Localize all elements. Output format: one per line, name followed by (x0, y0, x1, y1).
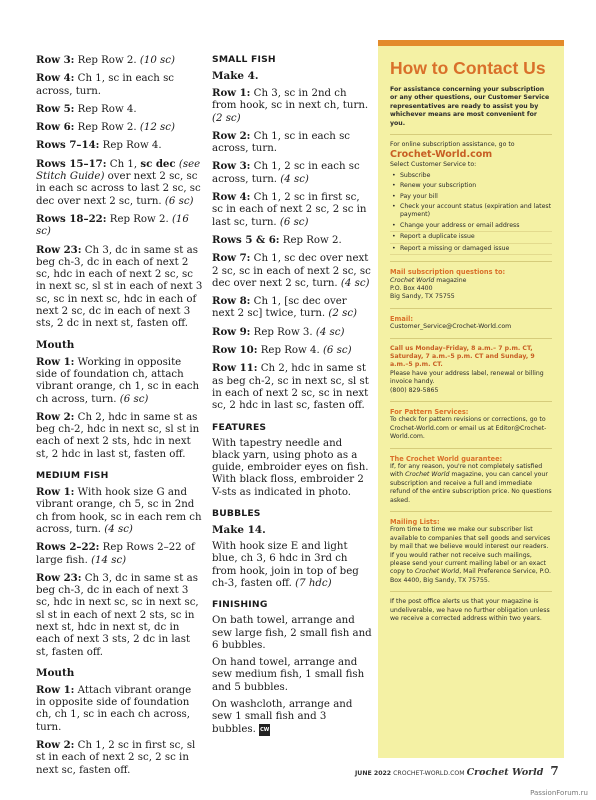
mail-heading: Mail subscription questions to: (390, 268, 506, 277)
footer-site: CROCHET-WORLD.COM (393, 770, 465, 777)
guarantee-text: If, for any reason, you're not completely satisfied with Crochet World magazine, you can cancel your subscription and receive a full and immediate refund of the entire subscription price. No questions asked. (390, 463, 552, 504)
phone-number: (800) 829-5865 (390, 386, 439, 394)
contact-sidebar (378, 40, 564, 758)
mouth-subheading: Mouth (36, 666, 75, 679)
finishing-text: On washcloth, arrange and sew 1 small fish and 3 bubbles. CW (212, 698, 353, 735)
watermark: PassionForum.ru (530, 789, 588, 797)
instruction-row: Row 3: Rep Row 2. (10 sc) (36, 54, 175, 66)
finishing-heading: FINISHING (212, 599, 268, 611)
divider (390, 401, 552, 402)
divider (390, 591, 552, 592)
mouth-subheading: Mouth (36, 338, 75, 351)
guarantee-heading: The Crochet World guarantee: (390, 454, 503, 463)
instruction-row: Row 4: Ch 1, 2 sc in first sc, sc in each of next 2 sc, 2 sc in last sc, turn. (6 sc) (212, 191, 367, 228)
make-count: Make 14. (212, 524, 266, 537)
service-list (390, 171, 552, 255)
pattern-services-text: To check for pattern revisions or corrections, go to Crochet-World.com or email us at Editor@Crochet-World.com. (390, 416, 547, 441)
features-text: With tapestry needle and black yarn, using photo as a guide, embroider eyes on fish. With black floss, embroider 2 V-sts as indicated in photo. (212, 437, 369, 498)
instruction-row: Row 1: Ch 3, sc in 2nd ch from hook, sc in next ch, turn. (2 sc) (212, 87, 369, 124)
mail-address: Crochet World magazine P.O. Box 4400 Big Sandy, TX 75755 (390, 276, 467, 301)
issue-date: JUNE 2022 (355, 770, 392, 777)
divider (390, 134, 552, 135)
make-count: Make 4. (212, 70, 259, 82)
pattern-column-left (36, 54, 204, 782)
instruction-row: Row 2: Ch 1, 2 sc in first sc, sl st in each of next 2 sc, 2 sc in next sc, fasten off. (36, 739, 196, 776)
instruction-row: Row 11: Ch 2, hdc in same st as beg ch-2, sc in next sc, sl st in each of next 2 sc, sc in next sc, 2 hdc in last sc, fasten off. (212, 362, 369, 412)
instruction-row: Row 1: Attach vibrant orange in opposite side of foundation ch, ch 1, sc in each ch across, turn. (36, 683, 192, 733)
divider (390, 448, 552, 449)
finishing-text: On hand towel, arrange and sew medium fish, 1 small fish and 5 bubbles. (212, 657, 365, 693)
instruction-row: Row 4: Ch 1, sc in each sc across, turn. (36, 72, 174, 97)
instruction-row: Row 2: Ch 1, sc in each sc across, turn. (212, 129, 350, 155)
instruction-row: Row 9: Rep Row 3. (4 sc) (212, 325, 345, 338)
sidebar-intro: For assistance concerning your subscription or any other questions, our Customer Service representatives are ready to assist you by whichever means are most convenient for you. (390, 86, 550, 127)
online-text: For online subscription assistance, go to (390, 141, 515, 149)
instruction-row: Row 2: Ch 2, hdc in same st as beg ch-2, hdc in next sc, sl st in each of next 2 sts, hdc in next st, 2 hdc in last st, fasten off. (36, 410, 200, 460)
features-heading: FEATURES (212, 421, 267, 433)
list-item: • Report a missing or damaged issue (390, 244, 552, 255)
instruction-row: Row 23: Ch 3, dc in same st as beg ch-3, dc in each of next 2 sc, hdc in each of next 2 sc, sc in next sc, sl st in each of next 3 sc, sc in next sc, hdc in each of next 2 sc, dc in each of next 3 sts, 2 dc in next st, fasten off. (36, 243, 203, 330)
instruction-row: Rows 2–22: Rep Rows 2–22 of large fish. (14 sc) (36, 541, 195, 566)
instruction-row: Row 8: Ch 1, [sc dec over next 2 sc] twice, turn. (2 sc) (212, 295, 357, 320)
instruction-row: Row 10: Rep Row 4. (6 sc) (212, 344, 352, 357)
small-fish-heading: SMALL FISH (212, 54, 276, 65)
instruction-row: Row 1: With hook size G and vibrant orange, ch 5, sc in 2nd ch from hook, sc in each rem ch across, turn. (4 sc) (36, 486, 202, 535)
mailing-lists-text: From time to time we make our subscriber list available to companies that sell goods and services by mail that we believe would interest our readers. If you would rather not receive such mailings, please send your current mailing label or an exact copy to Crochet World, Mail Preference Service, P.O. Box 4400, Big Sandy, TX 75755. (390, 526, 551, 584)
website-link[interactable]: Crochet-World.com (390, 149, 493, 161)
list-item: • Report a duplicate issue (390, 232, 552, 243)
instruction-row: Rows 18–22: Rep Row 2. (16 sc) (36, 212, 189, 238)
bubbles-text: With hook size E and light blue, ch 3, 6 hdc in 3rd ch from hook, join in top of beg ch-3, fasten off. (7 hdc) (212, 541, 359, 589)
instruction-row: Row 1: Working in opposite side of foundation ch, attach vibrant orange, ch 1, sc in each ch across, turn. (6 sc) (36, 355, 200, 405)
page-footer (355, 764, 575, 780)
end-mark-icon: CW (259, 724, 270, 736)
list-item: • Subscribe (390, 171, 552, 181)
email-heading: Email: (390, 314, 413, 323)
page-number: 7 (550, 764, 559, 778)
instruction-row: Rows 7–14: Rep Row 4. (36, 139, 162, 152)
pattern-services-heading: For Pattern Services: (390, 407, 469, 416)
pattern-column-middle (212, 54, 372, 741)
list-item: • Check your account status (expiration and latest payment) (390, 202, 552, 221)
call-text: Please have your address label, renewal or billing invoice handy. (390, 369, 544, 386)
instruction-row: Row 3: Ch 1, 2 sc in each sc across, turn. (4 sc) (212, 160, 360, 185)
mailing-lists-heading: Mailing Lists: (390, 518, 440, 527)
instruction-row: Row 7: Ch 1, sc dec over next 2 sc, sc in each of next 2 sc, sc dec over next 2 sc, turn. (4 sc) (212, 252, 371, 289)
sidebar-title: How to Contact Us (390, 58, 546, 78)
call-hours: Call us Monday–Friday, 8 a.m.– 7 p.m. CT, Saturday, 7 a.m.–5 p.m. CT and Sunday, 9 a.m.–5 p.m. CT. (390, 344, 535, 369)
divider (390, 338, 552, 339)
list-item: • Change your address or email address (390, 221, 552, 232)
instruction-row: Rows 5 & 6: Rep Row 2. (212, 233, 342, 246)
finishing-text: On bath towel, arrange and sew large fish, 2 small fish and 6 bubbles. (212, 615, 372, 651)
divider (390, 308, 552, 309)
list-item: • Pay your bill (390, 192, 552, 202)
instruction-row: Row 23: Ch 3, dc in same st as beg ch-3, dc in each of next 3 sc, hdc in next sc, sc in next sc, sl st in each of next 2 sts, sc in next st, hdc in next st, dc in each of next 3 sts, 2 dc in last st, fasten off. (36, 571, 199, 658)
magazine-brand: Crochet World (466, 767, 544, 778)
instruction-row: Row 5: Rep Row 4. (36, 102, 137, 115)
email-address[interactable]: Customer_Service@Crochet-World.com (390, 323, 512, 331)
divider (390, 261, 552, 262)
select-text: Select Customer Service to: (390, 161, 477, 169)
divider (390, 511, 552, 512)
bubbles-heading: BUBBLES (212, 508, 261, 520)
instruction-row: Row 6: Rep Row 2. (12 sc) (36, 121, 175, 134)
post-office-text: If the post office alerts us that your magazine is undeliverable, we have no further obligation unless we receive a corrected address within two years. (390, 598, 550, 623)
instruction-row: Rows 15–17: Ch 1, sc dec (see Stitch Guide) over next 2 sc, sc in each sc across to last 2 sc, sc dec over next 2 sc, turn. (6 sc) (36, 157, 201, 207)
list-item: • Renew your subscription (390, 181, 552, 191)
medium-fish-heading: MEDIUM FISH (36, 470, 109, 482)
